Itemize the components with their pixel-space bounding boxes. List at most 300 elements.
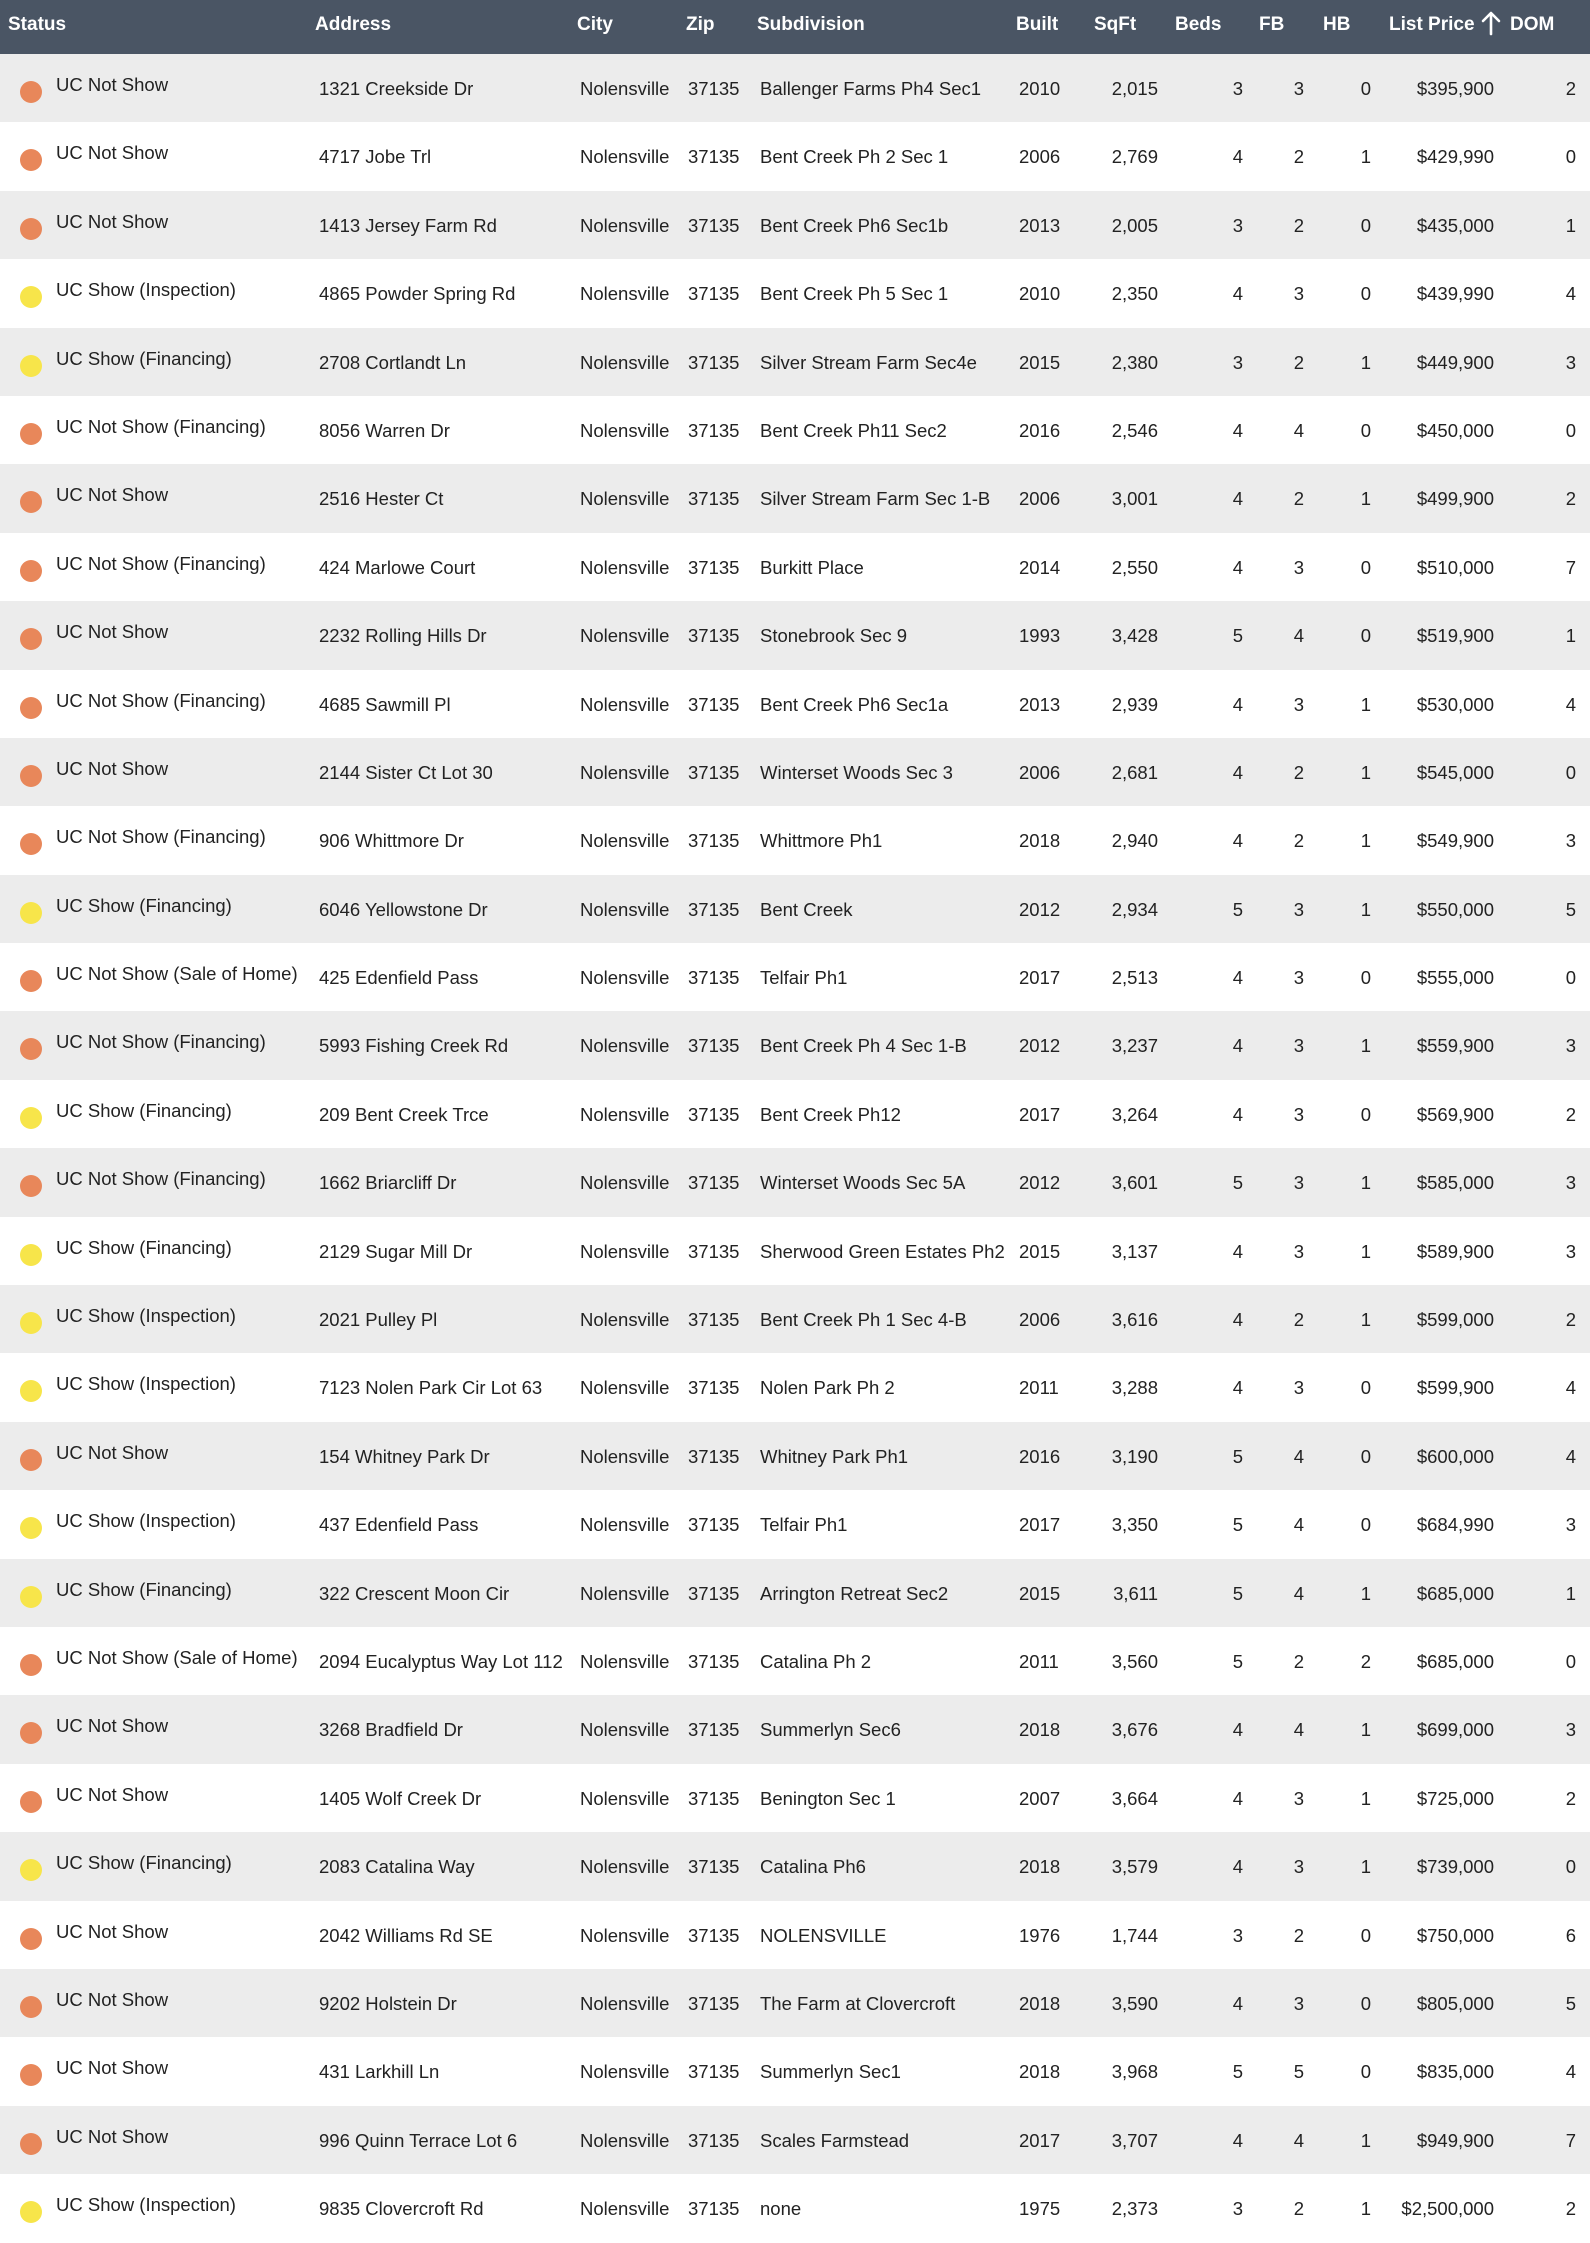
half-baths-cell: 0 <box>1360 2061 1371 2083</box>
built-cell: 2006 <box>1019 488 1061 510</box>
table-row[interactable] <box>0 54 1590 122</box>
status-dot-icon <box>20 1175 42 1197</box>
half-baths-cell: 0 <box>1360 556 1371 578</box>
list-price-cell: $685,000 <box>1416 1582 1494 1604</box>
list-price-cell: $449,900 <box>1416 351 1494 373</box>
sqft-cell: 2,546 <box>1111 419 1158 441</box>
column-header-address[interactable]: Address <box>315 14 392 35</box>
beds-cell: 5 <box>1232 1445 1243 1467</box>
sqft-cell: 3,264 <box>1111 1103 1158 1125</box>
full-baths-cell: 3 <box>1293 1103 1304 1125</box>
zip-cell: 37135 <box>688 830 740 852</box>
status-dot-icon <box>20 81 42 103</box>
list-price-cell: $949,900 <box>1416 2129 1494 2151</box>
half-baths-cell: 0 <box>1360 283 1371 305</box>
table-row[interactable] <box>0 1011 1590 1079</box>
sqft-cell: 2,769 <box>1111 146 1158 168</box>
column-header-status[interactable]: Status <box>8 14 67 35</box>
zip-cell: 37135 <box>688 2061 740 2083</box>
built-cell: 2018 <box>1019 2061 1061 2083</box>
table-row[interactable] <box>0 2037 1590 2105</box>
full-baths-cell: 2 <box>1293 1924 1304 1946</box>
table-row[interactable] <box>0 943 1590 1011</box>
built-cell: 2016 <box>1019 419 1061 441</box>
column-header-city[interactable]: City <box>577 14 613 35</box>
table-row[interactable] <box>0 1080 1590 1148</box>
city-cell: Nolensville <box>580 2129 670 2151</box>
half-baths-cell: 1 <box>1360 830 1371 852</box>
city-cell: Nolensville <box>580 1650 670 1672</box>
table-row[interactable] <box>0 1627 1590 1695</box>
list-price-cell: $585,000 <box>1416 1172 1494 1194</box>
status-label: UC Not Show <box>56 1920 169 1942</box>
beds-cell: 4 <box>1232 488 1243 510</box>
list-price-cell: $2,500,000 <box>1401 2198 1494 2220</box>
city-cell: Nolensville <box>580 2061 670 2083</box>
half-baths-cell: 1 <box>1360 1719 1371 1741</box>
address-cell: 2144 Sister Ct Lot 30 <box>319 761 493 783</box>
full-baths-cell: 3 <box>1293 283 1304 305</box>
subdivision-cell: Bent Creek Ph 4 Sec 1-B <box>760 1035 967 1057</box>
table-row[interactable] <box>0 2174 1590 2242</box>
half-baths-cell: 0 <box>1360 78 1371 99</box>
address-cell: 4717 Jobe Trl <box>319 146 432 168</box>
full-baths-cell: 2 <box>1293 214 1304 236</box>
table-row[interactable] <box>0 1217 1590 1285</box>
full-baths-cell: 2 <box>1293 488 1304 510</box>
column-header-fb[interactable]: FB <box>1259 14 1285 35</box>
address-cell: 9835 Clovercroft Rd <box>319 2198 484 2220</box>
full-baths-cell: 3 <box>1293 1240 1304 1262</box>
subdivision-cell: Stonebrook Sec 9 <box>760 625 908 647</box>
full-baths-cell: 2 <box>1293 146 1304 168</box>
city-cell: Nolensville <box>580 419 670 441</box>
list-price-cell: $519,900 <box>1416 625 1494 647</box>
address-cell: 8056 Warren Dr <box>319 419 450 441</box>
zip-cell: 37135 <box>688 693 740 715</box>
subdivision-cell: none <box>760 2198 802 2220</box>
address-cell: 2232 Rolling Hills Dr <box>319 625 487 647</box>
dom-cell: 1 <box>1565 1582 1576 1604</box>
status-label: UC Not Show <box>56 757 169 779</box>
city-cell: Nolensville <box>580 214 670 236</box>
dom-cell: 1 <box>1565 625 1576 647</box>
city-cell: Nolensville <box>580 488 670 510</box>
full-baths-cell: 3 <box>1293 898 1304 920</box>
table-row[interactable] <box>0 464 1590 532</box>
status-dot-icon <box>20 1996 42 2018</box>
table-row[interactable] <box>0 1490 1590 1558</box>
built-cell: 2012 <box>1019 898 1061 920</box>
status-dot-icon <box>20 1791 42 1813</box>
status-label: UC Not Show (Sale of Home) <box>56 1646 298 1668</box>
table-row[interactable] <box>0 1832 1590 1900</box>
built-cell: 2015 <box>1019 1240 1061 1262</box>
column-header-built[interactable]: Built <box>1016 14 1059 35</box>
dom-cell: 4 <box>1565 693 1576 715</box>
full-baths-cell: 3 <box>1293 1377 1304 1399</box>
built-cell: 1993 <box>1019 625 1061 647</box>
full-baths-cell: 4 <box>1293 1445 1304 1467</box>
dom-cell: 3 <box>1565 1035 1576 1057</box>
beds-cell: 4 <box>1232 1103 1243 1125</box>
beds-cell: 5 <box>1232 1582 1243 1604</box>
city-cell: Nolensville <box>580 78 670 99</box>
table-row[interactable] <box>0 875 1590 943</box>
table-row[interactable] <box>0 806 1590 874</box>
half-baths-cell: 1 <box>1360 1035 1371 1057</box>
city-cell: Nolensville <box>580 898 670 920</box>
sqft-cell: 3,560 <box>1111 1650 1158 1672</box>
half-baths-cell: 1 <box>1360 146 1371 168</box>
list-price-cell: $395,900 <box>1416 78 1494 99</box>
address-cell: 2129 Sugar Mill Dr <box>319 1240 473 1262</box>
status-label: UC Show (Financing) <box>56 1852 232 1874</box>
address-cell: 209 Bent Creek Trce <box>319 1103 489 1125</box>
built-cell: 2018 <box>1019 1992 1061 2014</box>
address-cell: 2021 Pulley Pl <box>319 1309 438 1331</box>
table-row[interactable] <box>0 396 1590 464</box>
city-cell: Nolensville <box>580 1103 670 1125</box>
status-label: UC Show (Financing) <box>56 347 232 369</box>
zip-cell: 37135 <box>688 1309 740 1331</box>
address-cell: 2516 Hester Ct <box>319 488 444 510</box>
status-label: UC Not Show (Financing) <box>56 415 266 437</box>
zip-cell: 37135 <box>688 1719 740 1741</box>
beds-cell: 3 <box>1232 351 1243 373</box>
beds-cell: 3 <box>1232 78 1243 99</box>
list-price-cell: $545,000 <box>1416 761 1494 783</box>
status-label: UC Show (Inspection) <box>56 279 236 301</box>
subdivision-cell: Catalina Ph 2 <box>760 1650 872 1672</box>
column-header-subdivision[interactable]: Subdivision <box>757 14 865 35</box>
sqft-cell: 3,237 <box>1111 1035 1158 1057</box>
zip-cell: 37135 <box>688 78 740 99</box>
sqft-cell: 3,601 <box>1111 1172 1158 1194</box>
subdivision-cell: Telfair Ph1 <box>760 1514 848 1536</box>
status-dot-icon <box>20 491 42 513</box>
sqft-cell: 3,590 <box>1111 1992 1158 2014</box>
city-cell: Nolensville <box>580 1309 670 1331</box>
dom-cell: 4 <box>1565 283 1576 305</box>
subdivision-cell: Arrington Retreat Sec2 <box>760 1582 949 1604</box>
city-cell: Nolensville <box>580 1514 670 1536</box>
list-price-cell: $600,000 <box>1416 1445 1494 1467</box>
list-price-cell: $435,000 <box>1416 214 1494 236</box>
half-baths-cell: 2 <box>1360 1650 1371 1672</box>
zip-cell: 37135 <box>688 1172 740 1194</box>
built-cell: 2011 <box>1019 1650 1059 1672</box>
status-dot-icon <box>20 697 42 719</box>
half-baths-cell: 1 <box>1360 2129 1371 2151</box>
beds-cell: 4 <box>1232 761 1243 783</box>
zip-cell: 37135 <box>688 1035 740 1057</box>
list-price-cell: $599,000 <box>1416 1309 1494 1331</box>
sqft-cell: 3,288 <box>1111 1377 1158 1399</box>
list-price-cell: $699,000 <box>1416 1719 1494 1741</box>
zip-cell: 37135 <box>688 967 740 989</box>
status-dot-icon <box>20 1312 42 1334</box>
column-header-sqft[interactable]: SqFt <box>1094 14 1137 35</box>
address-cell: 5993 Fishing Creek Rd <box>319 1035 509 1057</box>
zip-cell: 37135 <box>688 625 740 647</box>
full-baths-cell: 4 <box>1293 1514 1304 1536</box>
subdivision-cell: Bent Creek Ph6 Sec1a <box>760 693 949 715</box>
subdivision-cell: Bent Creek Ph11 Sec2 <box>760 419 947 441</box>
address-cell: 1662 Briarcliff Dr <box>319 1172 457 1194</box>
zip-cell: 37135 <box>688 1445 740 1467</box>
full-baths-cell: 2 <box>1293 1650 1304 1672</box>
built-cell: 2014 <box>1019 556 1061 578</box>
address-cell: 4865 Powder Spring Rd <box>319 283 516 305</box>
built-cell: 2017 <box>1019 2129 1061 2151</box>
subdivision-cell: Ballenger Farms Ph4 Sec1 <box>760 78 982 99</box>
full-baths-cell: 3 <box>1293 1856 1304 1878</box>
status-label: UC Show (Financing) <box>56 1236 232 1258</box>
beds-cell: 4 <box>1232 1377 1243 1399</box>
city-cell: Nolensville <box>580 967 670 989</box>
beds-cell: 4 <box>1232 283 1243 305</box>
subdivision-cell: Sherwood Green Estates Ph2 <box>760 1240 1005 1262</box>
city-cell: Nolensville <box>580 693 670 715</box>
list-price-cell: $559,900 <box>1416 1035 1494 1057</box>
status-label: UC Show (Financing) <box>56 1099 232 1121</box>
subdivision-cell: Bent Creek Ph6 Sec1b <box>760 214 949 236</box>
half-baths-cell: 1 <box>1360 351 1371 373</box>
city-cell: Nolensville <box>580 1035 670 1057</box>
address-cell: 1405 Wolf Creek Dr <box>319 1787 482 1809</box>
half-baths-cell: 0 <box>1360 625 1371 647</box>
zip-cell: 37135 <box>688 1514 740 1536</box>
built-cell: 2006 <box>1019 761 1061 783</box>
built-cell: 2012 <box>1019 1172 1061 1194</box>
status-label: UC Not Show (Financing) <box>56 1168 266 1190</box>
table-row[interactable] <box>0 1353 1590 1421</box>
sort-ascending-icon[interactable] <box>1480 10 1502 36</box>
list-price-cell: $439,990 <box>1416 283 1494 305</box>
list-price-cell: $750,000 <box>1416 1924 1494 1946</box>
sqft-cell: 2,380 <box>1111 351 1158 373</box>
dom-cell: 1 <box>1565 214 1576 236</box>
subdivision-cell: Whittmore Ph1 <box>760 830 883 852</box>
beds-cell: 3 <box>1232 2198 1243 2220</box>
address-cell: 4685 Sawmill Pl <box>319 693 451 715</box>
zip-cell: 37135 <box>688 419 740 441</box>
status-dot-icon <box>20 1038 42 1060</box>
full-baths-cell: 3 <box>1293 1992 1304 2014</box>
table-row[interactable] <box>0 601 1590 669</box>
half-baths-cell: 1 <box>1360 761 1371 783</box>
beds-cell: 5 <box>1232 1172 1243 1194</box>
built-cell: 2006 <box>1019 1309 1061 1331</box>
column-header-hb[interactable]: HB <box>1323 14 1351 35</box>
beds-cell: 4 <box>1232 1719 1243 1741</box>
dom-cell: 2 <box>1565 1103 1576 1125</box>
half-baths-cell: 0 <box>1360 1992 1371 2014</box>
beds-cell: 4 <box>1232 146 1243 168</box>
status-label: UC Not Show <box>56 621 169 643</box>
table-row[interactable] <box>0 259 1590 327</box>
status-label: UC Not Show (Sale of Home) <box>56 963 298 985</box>
list-price-cell: $739,000 <box>1416 1856 1494 1878</box>
beds-cell: 5 <box>1232 898 1243 920</box>
half-baths-cell: 0 <box>1360 1514 1371 1536</box>
sqft-cell: 2,681 <box>1111 761 1158 783</box>
table-row[interactable] <box>0 670 1590 738</box>
status-label: UC Show (Inspection) <box>56 2194 236 2216</box>
zip-cell: 37135 <box>688 1787 740 1809</box>
city-cell: Nolensville <box>580 1172 670 1194</box>
sqft-cell: 2,550 <box>1111 556 1158 578</box>
status-dot-icon <box>20 1654 42 1676</box>
column-header-list-price[interactable]: List Price <box>1389 14 1475 35</box>
table-row[interactable] <box>0 191 1590 259</box>
table-row[interactable] <box>0 328 1590 396</box>
status-label: UC Not Show <box>56 1783 169 1805</box>
status-dot-icon <box>20 1586 42 1608</box>
status-dot-icon <box>20 765 42 787</box>
table-header <box>0 0 1590 54</box>
zip-cell: 37135 <box>688 2198 740 2220</box>
address-cell: 2708 Cortlandt Ln <box>319 351 467 373</box>
subdivision-cell: Bent Creek Ph12 <box>760 1103 901 1125</box>
subdivision-cell: Benington Sec 1 <box>760 1787 896 1809</box>
status-dot-icon <box>20 423 42 445</box>
sqft-cell: 3,579 <box>1111 1856 1158 1878</box>
status-dot-icon <box>20 833 42 855</box>
status-label: UC Not Show (Financing) <box>56 552 266 574</box>
list-price-cell: $725,000 <box>1416 1787 1494 1809</box>
status-label: UC Not Show <box>56 74 169 95</box>
built-cell: 2015 <box>1019 351 1061 373</box>
built-cell: 2013 <box>1019 693 1061 715</box>
city-cell: Nolensville <box>580 830 670 852</box>
half-baths-cell: 1 <box>1360 1172 1371 1194</box>
status-dot-icon <box>20 1449 42 1471</box>
address-cell: 6046 Yellowstone Dr <box>319 898 488 920</box>
city-cell: Nolensville <box>580 351 670 373</box>
half-baths-cell: 0 <box>1360 419 1371 441</box>
table-row[interactable] <box>0 1969 1590 2037</box>
status-dot-icon <box>20 560 42 582</box>
sqft-cell: 3,001 <box>1111 488 1158 510</box>
subdivision-cell: Summerlyn Sec6 <box>760 1719 901 1741</box>
status-dot-icon <box>20 218 42 240</box>
built-cell: 2010 <box>1019 283 1061 305</box>
sqft-cell: 2,015 <box>1111 78 1158 99</box>
status-label: UC Show (Inspection) <box>56 1305 236 1327</box>
zip-cell: 37135 <box>688 351 740 373</box>
full-baths-cell: 4 <box>1293 2129 1304 2151</box>
status-label: UC Not Show <box>56 142 169 164</box>
zip-cell: 37135 <box>688 1582 740 1604</box>
half-baths-cell: 0 <box>1360 1445 1371 1467</box>
zip-cell: 37135 <box>688 1856 740 1878</box>
full-baths-cell: 3 <box>1293 693 1304 715</box>
address-cell: 3268 Bradfield Dr <box>319 1719 463 1741</box>
table-row[interactable] <box>0 2106 1590 2174</box>
built-cell: 1976 <box>1019 1924 1061 1946</box>
address-cell: 1321 Creekside Dr <box>319 78 474 99</box>
address-cell: 154 Whitney Park Dr <box>319 1445 490 1467</box>
status-label: UC Not Show <box>56 210 169 232</box>
address-cell: 7123 Nolen Park Cir Lot 63 <box>319 1377 543 1399</box>
column-header-beds[interactable]: Beds <box>1175 14 1222 35</box>
full-baths-cell: 3 <box>1293 556 1304 578</box>
listings-table-body <box>0 54 1590 2243</box>
sqft-cell: 3,676 <box>1111 1719 1158 1741</box>
status-label: UC Not Show <box>56 2057 169 2079</box>
full-baths-cell: 2 <box>1293 351 1304 373</box>
full-baths-cell: 3 <box>1293 78 1304 99</box>
built-cell: 2015 <box>1019 1582 1061 1604</box>
full-baths-cell: 4 <box>1293 1719 1304 1741</box>
table-row[interactable] <box>0 1285 1590 1353</box>
beds-cell: 4 <box>1232 1035 1243 1057</box>
half-baths-cell: 0 <box>1360 1103 1371 1125</box>
dom-cell: 2 <box>1565 488 1576 510</box>
table-row[interactable] <box>0 533 1590 601</box>
city-cell: Nolensville <box>580 1240 670 1262</box>
built-cell: 2018 <box>1019 1719 1061 1741</box>
full-baths-cell: 2 <box>1293 1309 1304 1331</box>
beds-cell: 4 <box>1232 419 1243 441</box>
address-cell: 322 Crescent Moon Cir <box>319 1582 510 1604</box>
column-header-zip[interactable]: Zip <box>686 14 715 35</box>
table-row[interactable] <box>0 1559 1590 1627</box>
table-row[interactable] <box>0 1695 1590 1763</box>
built-cell: 2016 <box>1019 1445 1061 1467</box>
subdivision-cell: Burkitt Place <box>760 556 864 578</box>
beds-cell: 3 <box>1232 214 1243 236</box>
dom-cell: 0 <box>1565 419 1576 441</box>
beds-cell: 4 <box>1232 1240 1243 1262</box>
table-row[interactable] <box>0 1901 1590 1969</box>
city-cell: Nolensville <box>580 1719 670 1741</box>
sqft-cell: 2,350 <box>1111 283 1158 305</box>
table-row[interactable] <box>0 1148 1590 1216</box>
dom-cell: 3 <box>1565 351 1576 373</box>
zip-cell: 37135 <box>688 1992 740 2014</box>
table-row[interactable] <box>0 1764 1590 1832</box>
sqft-cell: 3,137 <box>1111 1240 1158 1262</box>
half-baths-cell: 1 <box>1360 1582 1371 1604</box>
subdivision-cell: Whitney Park Ph1 <box>760 1445 909 1467</box>
half-baths-cell: 1 <box>1360 1309 1371 1331</box>
city-cell: Nolensville <box>580 283 670 305</box>
beds-cell: 4 <box>1232 2129 1243 2151</box>
beds-cell: 4 <box>1232 967 1243 989</box>
dom-cell: 3 <box>1565 1719 1576 1741</box>
dom-cell: 2 <box>1565 2198 1576 2220</box>
status-dot-icon <box>20 1722 42 1744</box>
built-cell: 2017 <box>1019 1103 1061 1125</box>
status-label: UC Not Show <box>56 484 169 506</box>
sqft-cell: 2,513 <box>1111 967 1158 989</box>
dom-cell: 2 <box>1565 1787 1576 1809</box>
table-row[interactable] <box>0 122 1590 190</box>
status-dot-icon <box>20 1107 42 1129</box>
zip-cell: 37135 <box>688 283 740 305</box>
sqft-cell: 3,707 <box>1111 2129 1158 2151</box>
column-header-dom[interactable]: DOM <box>1510 14 1555 35</box>
status-label: UC Not Show <box>56 2125 169 2147</box>
table-row[interactable] <box>0 1422 1590 1490</box>
half-baths-cell: 0 <box>1360 967 1371 989</box>
status-label: UC Not Show (Financing) <box>56 826 266 848</box>
status-dot-icon <box>20 902 42 924</box>
table-row[interactable] <box>0 738 1590 806</box>
